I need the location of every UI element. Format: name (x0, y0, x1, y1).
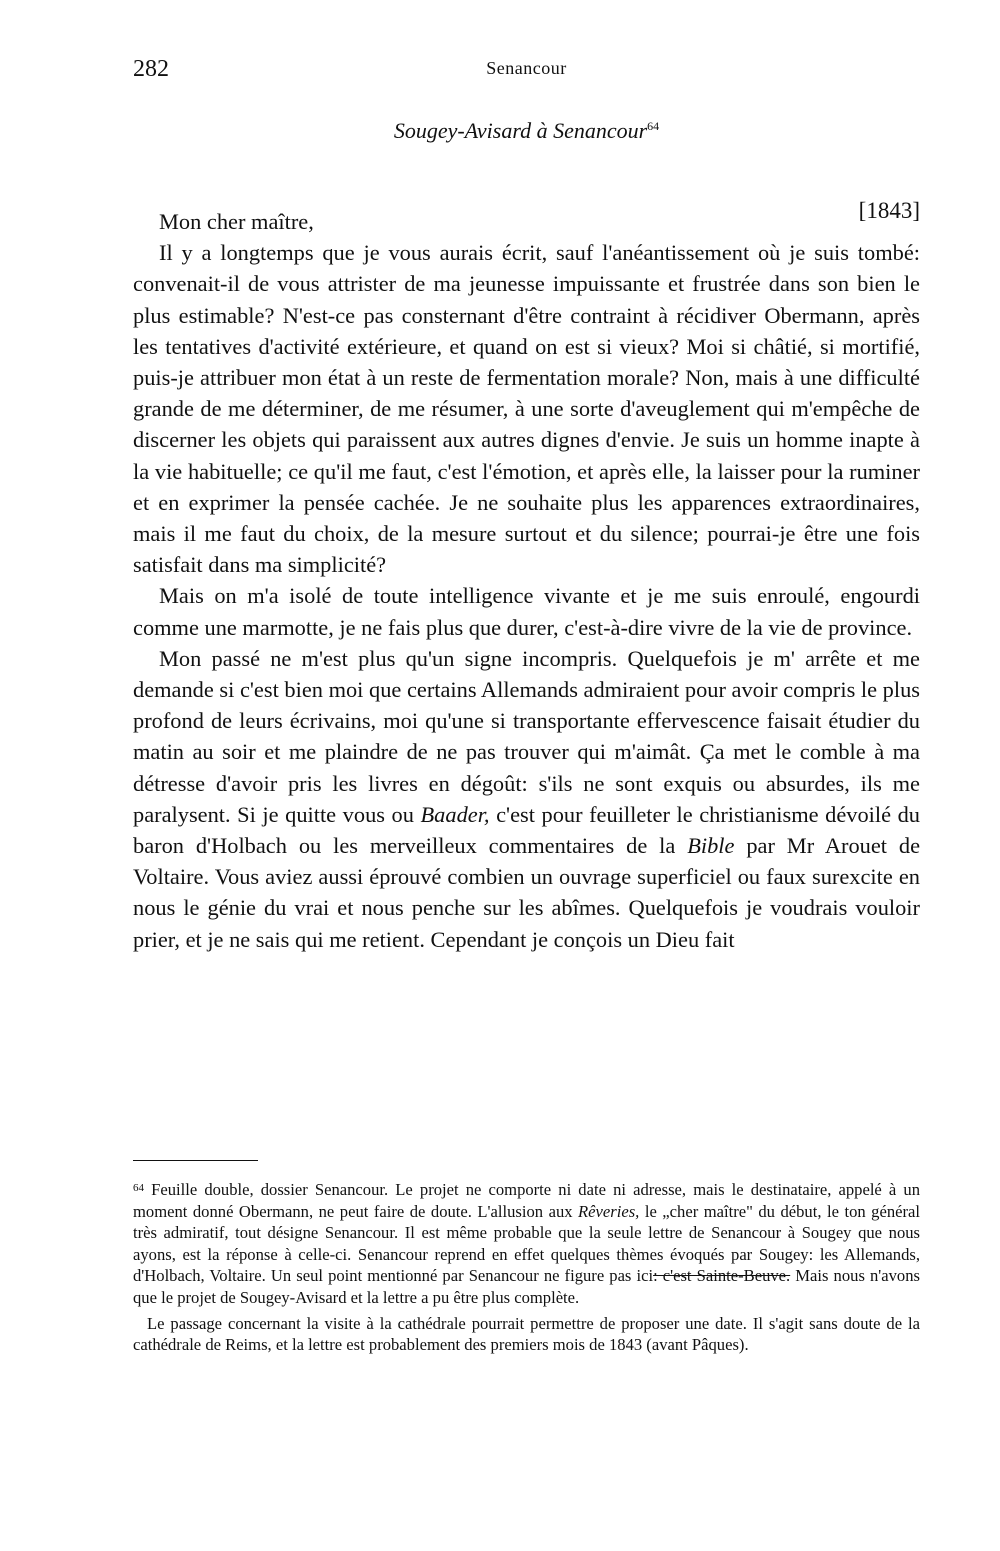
footnote-divider (133, 1160, 258, 1161)
footnote-text: Mais nous n'avons que le projet de Sougey-Avisard et la lettre a pu être plus complète. (133, 1266, 920, 1307)
footnote-64 (133, 1178, 920, 1309)
letter-date: [1843] (858, 198, 920, 223)
paragraph-3-text: c'est pour feuilleter le christianisme dévoilé du baron d'Holbach ou les merveilleux commentaires de la (133, 801, 920, 859)
salutation: Mon cher maître, (159, 209, 314, 234)
letter-body (133, 206, 920, 955)
page-number: 282 (133, 56, 169, 82)
footnote-number: 64 (133, 1182, 144, 1194)
paragraph-2: Mais on m'a isolé de toute intelligence vivante et je me suis enroulé, engourdi comme une marmotte, je ne fais plus que durer, c'est-à-dire vivre de la vie de province. (133, 583, 920, 640)
paragraph-1: Il y a longtemps que je vous aurais écrit, sauf l'anéantissement où je suis tombé: convenait-il de vous attrister de ma jeunesse impuissante et frustrée dans son bien le plus estimable? N'est-ce pas consternant d'être contraint à récidiver Obermann, après les tentatives d'activité extérieure, et quand on est si vieux? Moi si châtié, si mortifié, puis-je attribuer mon état à un reste de fermentation morale? Non, mais à une difficulté grande de me déterminer, de me résumer, à une sorte d'aveuglement qui m'empêche de discerner les objets qui paraissent aux autres dignes d'envie. Je suis un homme inapte à la vie habituelle; ce qu'il me faut, c'est l'émotion, et après elle, la laisser pour la ruminer et en exprimer la pensée cachée. Je ne souhaite plus les apparences extraordinaires, mais il me faut du choix, de la mesure surtout et du silence; pourrai-je être une fois satisfait dans ma simplicité? (133, 240, 920, 578)
running-title: Senancour (486, 58, 567, 78)
paragraph-3 (133, 643, 920, 955)
letter-title-text: Sougey-Avisard à Senancour (393, 118, 648, 143)
footnote-text: Feuille double, dossier Senancour. Le projet ne comporte ni date ni adresse, mais le destinataire, appelé à un moment donné Obermann, ne peut faire de doute. L'allusion aux (133, 1180, 920, 1221)
italic-baader: Baader, (420, 801, 490, 827)
footnote-reference: 64 (647, 119, 660, 133)
italic-bible: Bible (687, 833, 735, 859)
paragraph-3-text: Mon passé ne m'est plus qu'un signe incompris. Quelquefois je m' arrête et me demande si c'est bien moi que certains Allemands admiraient pour avoir compris le plus profond de leurs écrivains, moi qu'une si transportante effervescence faisait étudier du matin au soir et me plaindre de ne pas trouver qui m'aimât. Ça met le comble à ma détresse d'avoir pris les livres en dégoût: s'ils ne sont exquis ou absurdes, ils me paralysent. Si je quitte vous ou (133, 645, 920, 827)
paragraph-3-text: par Mr Arouet de Voltaire. Vous aviez aussi éprouvé combien un ouvrage superficiel ou faux surexcite en nous le génie du vrai et nous penche sur les abîmes. Quelquefois je voudrais vouloir prier, et je ne sais qui me retient. Cependant je conçois un Dieu fait (133, 833, 921, 952)
struck-text: : c'est Sainte-Beuve. (653, 1266, 791, 1286)
footnotes (133, 1178, 920, 1356)
footnote-text: le „cher maître" du début, le ton général très admiratif, tout désigne Senancour. Il est même probable que la seule lettre de Senancour à Sougey que nous ayons, est la réponse à celle-ci. Senancour reprend en effet quelques thèmes évoqués par Sougey: les Allemands, d'Holbach, Voltaire. Un seul point mentionné par Senancour ne figure pas ici (133, 1201, 920, 1286)
footnote-64-continued: Le passage concernant la visite à la cathédrale pourrait permettre de proposer une date. Il s'agit sans doute de la cathédrale de Reims, et la lettre est probablement des premiers mois de 1843 (avant Pâques). (133, 1313, 920, 1355)
letter-title (133, 118, 920, 144)
running-head (133, 56, 920, 86)
italic-reveries: Rêveries, (578, 1201, 640, 1221)
